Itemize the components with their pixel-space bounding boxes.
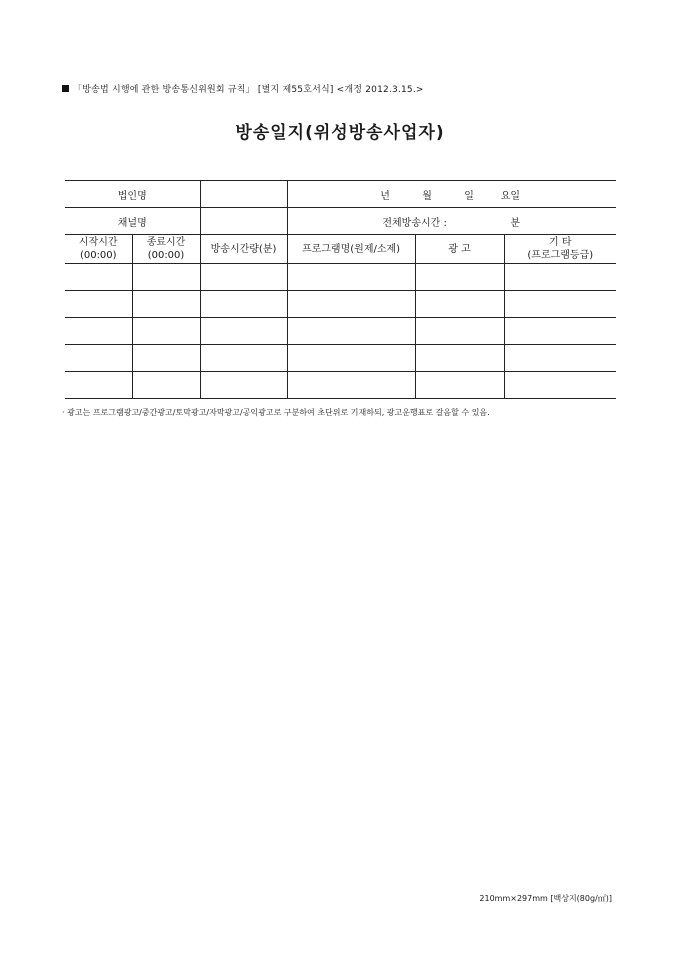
entry-cell[interactable] bbox=[200, 318, 287, 345]
square-bullet-icon bbox=[62, 85, 69, 92]
entry-cell[interactable] bbox=[132, 264, 200, 291]
col-header-line: 프로그램명(원제/소제) bbox=[301, 243, 401, 255]
entry-cell[interactable] bbox=[287, 318, 415, 345]
channel-name-label: 채널명 bbox=[65, 208, 200, 235]
col-header-duration bbox=[200, 235, 287, 264]
date-year-label: 년 bbox=[380, 190, 390, 202]
channel-name-field[interactable] bbox=[200, 208, 287, 235]
total-time-line bbox=[288, 214, 617, 229]
entry-cell[interactable] bbox=[200, 291, 287, 318]
entry-cell[interactable] bbox=[504, 345, 616, 372]
table-row bbox=[65, 264, 616, 291]
entry-cell[interactable] bbox=[65, 318, 132, 345]
broadcast-log-table bbox=[65, 180, 616, 399]
entry-cell[interactable] bbox=[65, 264, 132, 291]
col-header-other bbox=[504, 235, 616, 264]
total-time-label: 전체방송시간 : bbox=[382, 217, 447, 229]
info-row-channel bbox=[65, 208, 616, 235]
info-row-corp bbox=[65, 181, 616, 208]
entry-cell[interactable] bbox=[504, 264, 616, 291]
col-header-end-time bbox=[132, 235, 200, 264]
col-header-program-name bbox=[287, 235, 415, 264]
form-reference-text: 「방송법 시행에 관한 방송통신위원회 규칙」 [별지 제55호서식] <개정 2012.3.15.> bbox=[73, 85, 424, 95]
entry-cell[interactable] bbox=[415, 372, 504, 399]
entry-cell[interactable] bbox=[132, 291, 200, 318]
form-reference-note bbox=[62, 82, 424, 95]
date-line bbox=[288, 187, 617, 202]
col-header-advertising bbox=[415, 235, 504, 264]
page-title: 방송일지(위성방송사업자) bbox=[235, 123, 445, 143]
entry-cell[interactable] bbox=[200, 264, 287, 291]
entry-cell[interactable] bbox=[132, 318, 200, 345]
entry-cell[interactable] bbox=[65, 372, 132, 399]
table-row bbox=[65, 318, 616, 345]
col-header-line: (00:00) bbox=[79, 250, 117, 261]
entry-cell[interactable] bbox=[200, 345, 287, 372]
entry-cell[interactable] bbox=[504, 372, 616, 399]
total-time-cell[interactable] bbox=[287, 208, 616, 235]
corp-name-label: 법인명 bbox=[65, 181, 200, 208]
entry-cell[interactable] bbox=[287, 345, 415, 372]
entry-cell[interactable] bbox=[415, 345, 504, 372]
entry-cell[interactable] bbox=[65, 345, 132, 372]
entry-cell[interactable] bbox=[504, 291, 616, 318]
table-row bbox=[65, 291, 616, 318]
paper-spec: 210mm×297mm [백상지(80g/㎡)] bbox=[479, 894, 612, 903]
col-header-line: (프로그램등급) bbox=[527, 250, 594, 261]
column-header-row bbox=[65, 235, 616, 264]
entry-cell[interactable] bbox=[287, 372, 415, 399]
col-header-line: 방송시간량(분) bbox=[210, 243, 277, 255]
date-cell[interactable] bbox=[287, 181, 616, 208]
entry-cell[interactable] bbox=[287, 264, 415, 291]
entry-cell[interactable] bbox=[200, 372, 287, 399]
col-header-line: 광 고 bbox=[448, 243, 471, 255]
col-header-line: 종료시간 bbox=[146, 237, 186, 248]
entry-cell[interactable] bbox=[132, 345, 200, 372]
col-header-line: 시작시간 bbox=[78, 237, 118, 248]
col-header-line: 기 타 bbox=[549, 237, 572, 248]
table-row bbox=[65, 372, 616, 399]
entry-cell[interactable] bbox=[415, 318, 504, 345]
col-header-start-time bbox=[65, 235, 132, 264]
total-time-unit: 분 bbox=[510, 217, 521, 229]
entry-cell[interactable] bbox=[287, 291, 415, 318]
entry-cell[interactable] bbox=[65, 291, 132, 318]
col-header-line: (00:00) bbox=[147, 250, 185, 261]
table-row bbox=[65, 345, 616, 372]
date-day-label: 일 bbox=[464, 190, 474, 202]
corp-name-field[interactable] bbox=[200, 181, 287, 208]
entry-cell[interactable] bbox=[132, 372, 200, 399]
date-weekday-label: 요일 bbox=[500, 190, 521, 202]
entry-cell[interactable] bbox=[504, 318, 616, 345]
entry-cell[interactable] bbox=[415, 291, 504, 318]
advertising-footnote: · 광고는 프로그램광고/중간광고/토막광고/자막광고/공익광고로 구분하여 초단위로 기재하되, 광고운행표로 갈음할 수 있음. bbox=[62, 408, 490, 417]
entry-cell[interactable] bbox=[415, 264, 504, 291]
date-month-label: 월 bbox=[422, 190, 432, 202]
